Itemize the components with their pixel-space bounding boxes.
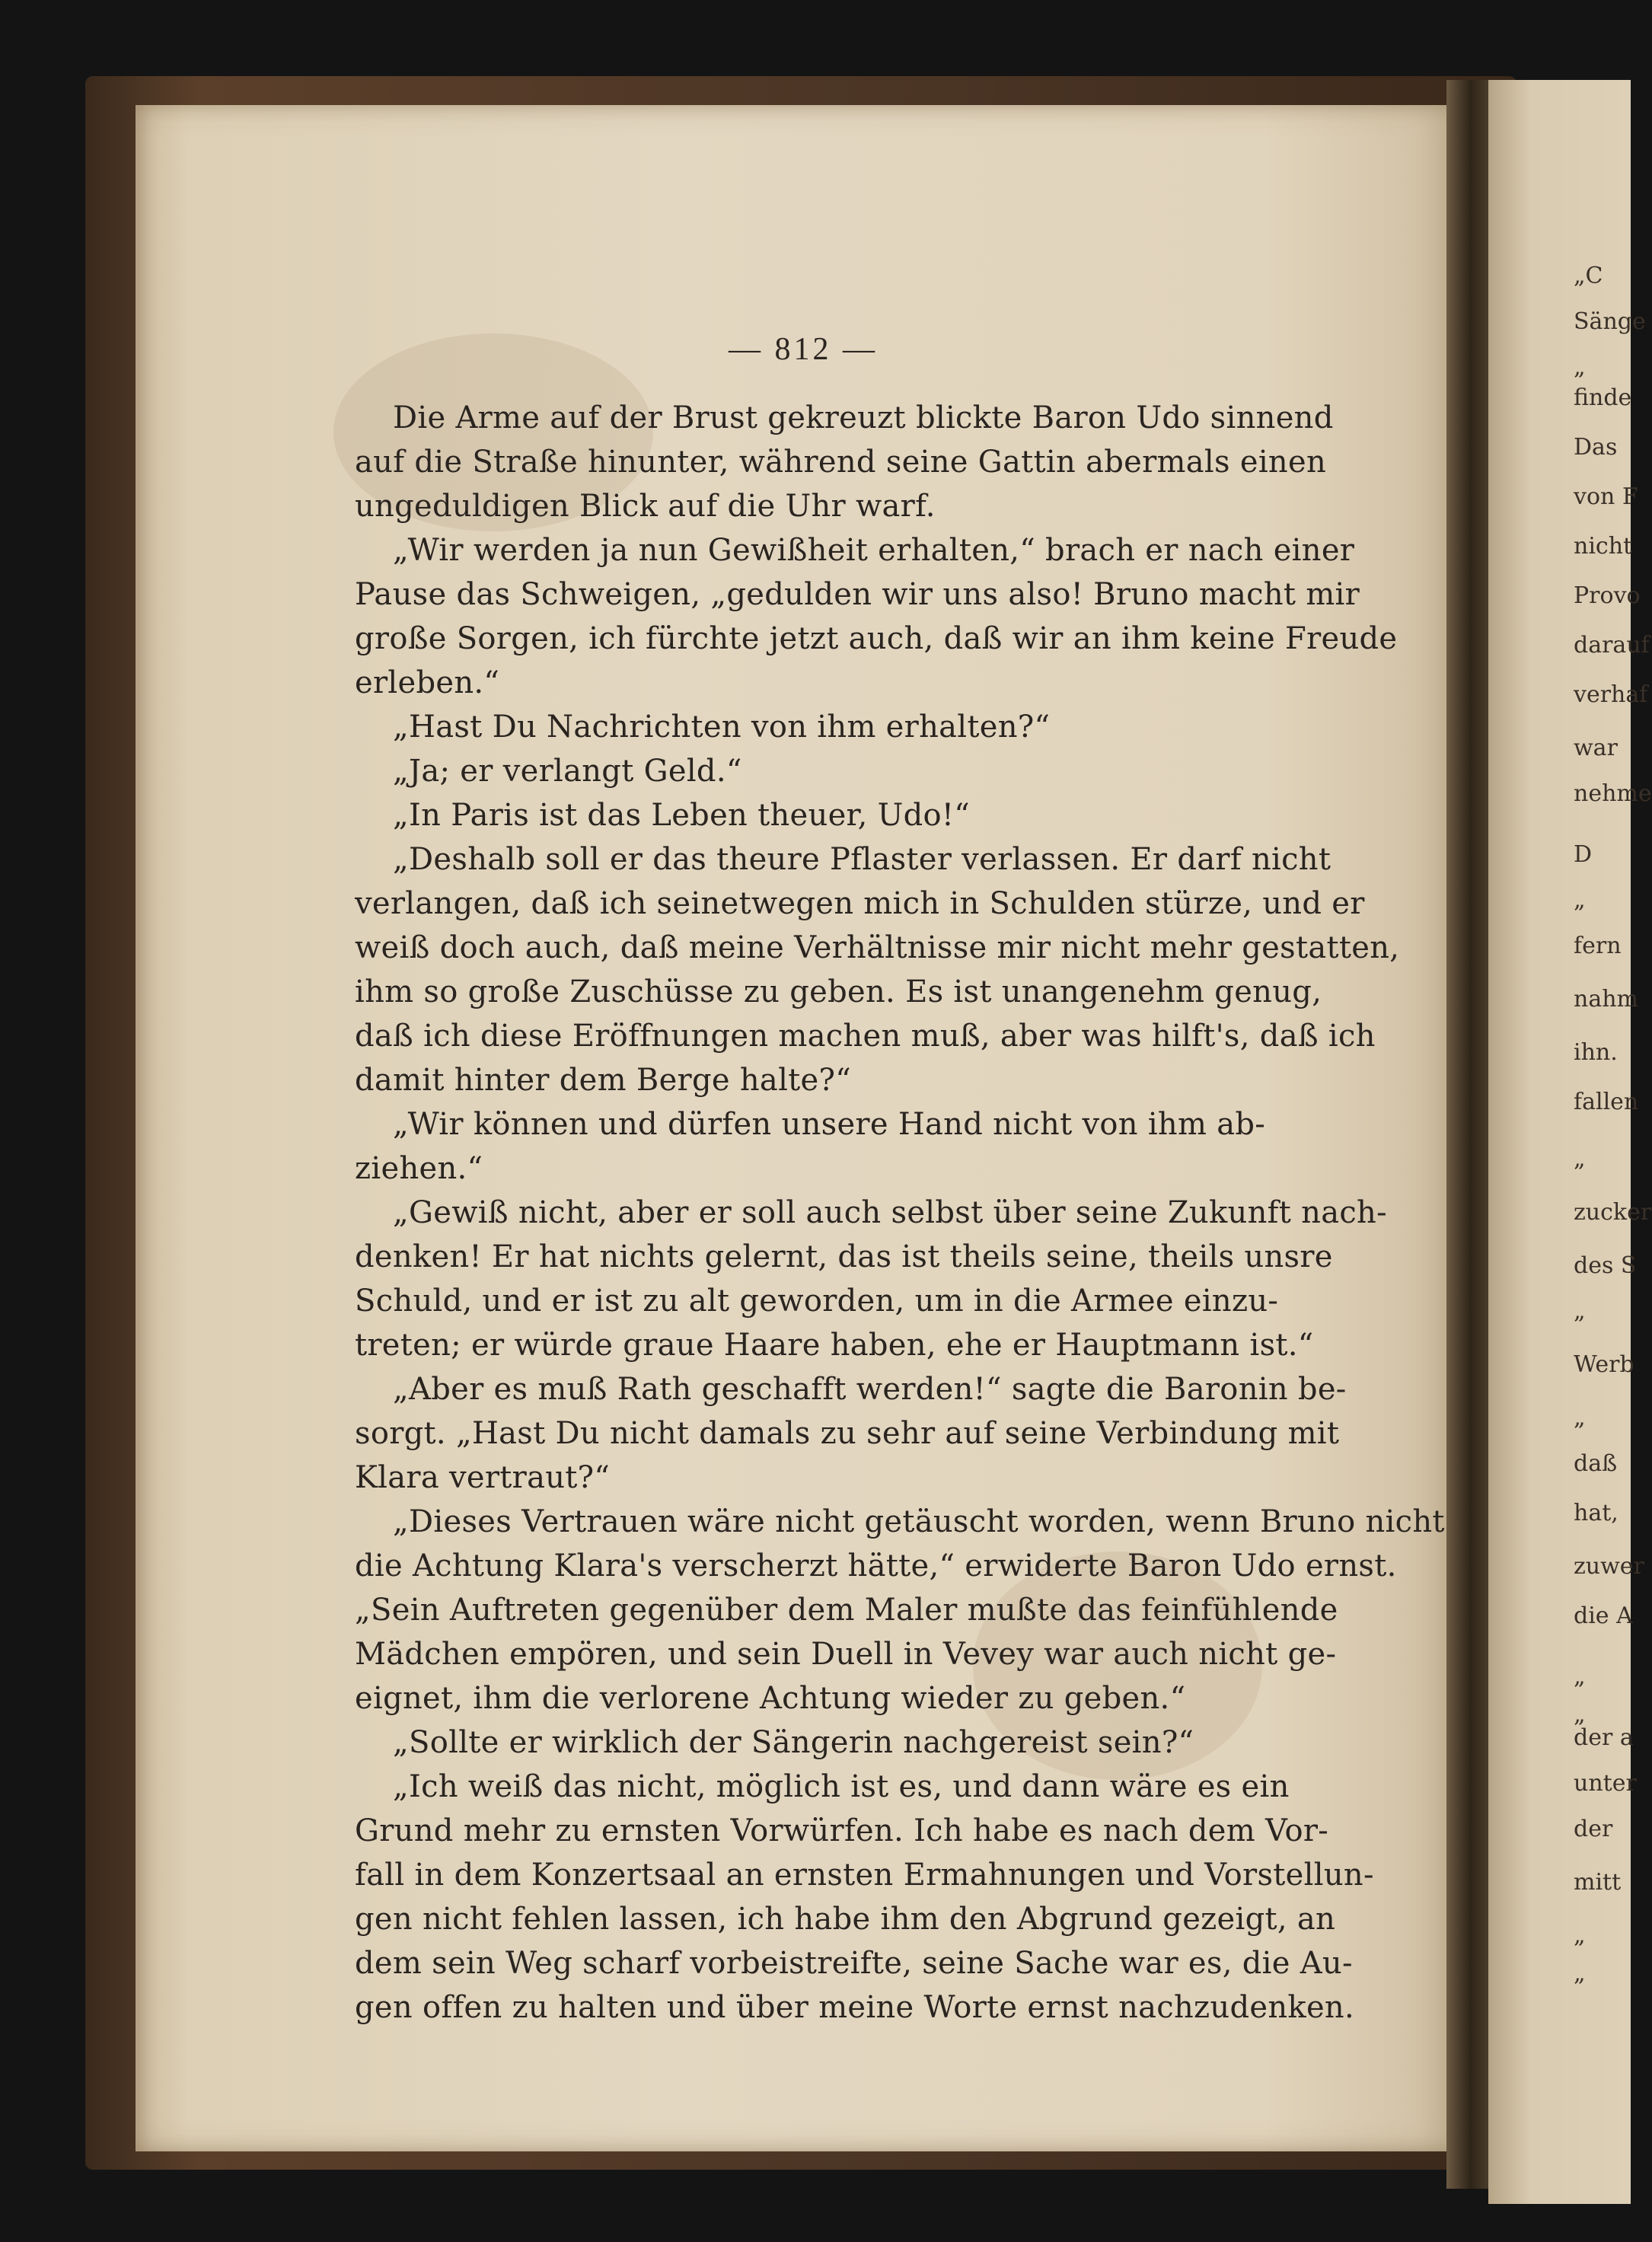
text-line: „Hast Du Nachrichten von ihm erhalten?“	[393, 710, 1051, 745]
text-line: treten; er würde graue Haare haben, ehe er Hauptmann ist.“	[355, 1328, 1314, 1363]
facing-page-fragment: zucker	[1574, 1199, 1652, 1226]
text-line: damit hinter dem Berge halte?“	[355, 1063, 852, 1098]
text-line: ziehen.“	[355, 1151, 483, 1186]
facing-page-fragment: Provo	[1574, 582, 1641, 609]
facing-page-fragment: mitt	[1574, 1869, 1622, 1896]
facing-page-fragment: die A	[1574, 1603, 1633, 1629]
text-line: gen nicht fehlen lassen, ich habe ihm den Abgrund gezeigt, an	[355, 1902, 1336, 1937]
facing-page-fragment: der	[1574, 1816, 1613, 1842]
facing-page-fragment: „	[1574, 1405, 1586, 1431]
facing-page-fragment: Werb	[1574, 1351, 1634, 1378]
text-line: ihm so große Zuschüsse zu geben. Es ist unangenehm genug,	[355, 974, 1322, 1009]
facing-page-fragment: D	[1574, 841, 1593, 868]
text-line: Grund mehr zu ernsten Vorwürfen. Ich habe es nach dem Vor-	[355, 1813, 1329, 1848]
facing-page-fragment: zuwer	[1574, 1553, 1644, 1580]
text-line: die Achtung Klara's verscherzt hätte,“ erwiderte Baron Udo ernst.	[355, 1548, 1397, 1583]
facing-page-fragment: nehme	[1574, 780, 1652, 807]
facing-page-fragment: ihn.	[1574, 1039, 1618, 1066]
facing-page-fragment: der a	[1574, 1724, 1634, 1751]
facing-page-fragment: „	[1574, 1298, 1586, 1325]
text-line: „Aber es muß Rath geschafft werden!“ sagte die Baronin be-	[393, 1372, 1347, 1407]
facing-page	[1488, 80, 1652, 2204]
text-line: „In Paris ist das Leben theuer, Udo!“	[393, 798, 971, 833]
facing-page-fragment: Das	[1574, 434, 1618, 461]
facing-page-fragment: unter	[1574, 1770, 1637, 1797]
facing-page-fragment: „	[1574, 1960, 1586, 1987]
text-line: „Ja; er verlangt Geld.“	[393, 754, 742, 789]
text-line: eignet, ihm die verlorene Achtung wieder zu geben.“	[355, 1681, 1186, 1716]
text-line: „Sein Auftreten gegenüber dem Maler mußte das feinfühlende	[355, 1593, 1338, 1628]
facing-page-fragment: hat,	[1574, 1500, 1619, 1526]
text-line: daß ich diese Eröffnungen machen muß, aber was hilft's, daß ich	[355, 1019, 1376, 1054]
text-line: „Dieses Vertrauen wäre nicht getäuscht worden, wenn Bruno nicht	[393, 1504, 1445, 1539]
text-line: große Sorgen, ich fürchte jetzt auch, daß wir an ihm keine Freude	[355, 621, 1398, 656]
text-line: „Sollte er wirklich der Sängerin nachgereist sein?“	[393, 1725, 1194, 1760]
text-line: auf die Straße hinunter, während seine Gattin abermals einen	[355, 445, 1327, 480]
text-line: Pause das Schweigen, „gedulden wir uns also! Bruno macht mir	[355, 577, 1360, 612]
page-text	[355, 396, 1445, 2030]
text-line: denken! Er hat nichts gelernt, das ist theils seine, theils unsre	[355, 1239, 1333, 1274]
text-line: erleben.“	[355, 665, 500, 700]
text-line: Die Arme auf der Brust gekreuzt blickte Baron Udo sinnend	[393, 400, 1334, 435]
facing-page-fragment: verhaf	[1574, 681, 1648, 708]
text-line: „Wir können und dürfen unsere Hand nicht von ihm ab-	[393, 1107, 1266, 1142]
text-line: sorgt. „Hast Du nicht damals zu sehr auf seine Verbindung mit	[355, 1416, 1340, 1451]
facing-page-fragment: „	[1574, 1922, 1586, 1949]
text-line: „Ich weiß das nicht, möglich ist es, und dann wäre es ein	[393, 1769, 1290, 1804]
facing-page-fragment: daß	[1574, 1450, 1618, 1477]
text-line: „Wir werden ja nun Gewißheit erhalten,“ brach er nach einer	[393, 533, 1355, 568]
facing-page-fragment: fern	[1574, 933, 1622, 959]
facing-page-fragment: „	[1574, 354, 1586, 381]
page-number: — 812 —	[729, 332, 878, 367]
text-line: verlangen, daß ich seinetwegen mich in Schulden stürze, und er	[355, 886, 1365, 921]
text-line: dem sein Weg scharf vorbeistreifte, seine Sache war es, die Au-	[355, 1946, 1353, 1981]
text-line: Schuld, und er ist zu alt geworden, um in die Armee einzu-	[355, 1284, 1279, 1319]
facing-page-fragment: „	[1574, 1663, 1586, 1690]
facing-page-fragment: „	[1574, 1146, 1586, 1172]
facing-page-fragment: nicht	[1574, 533, 1633, 560]
text-line: Mädchen empören, und sein Duell in Vevey war auch nicht ge-	[355, 1637, 1337, 1672]
facing-page-fragment: „	[1574, 1701, 1586, 1728]
facing-page-fragment: Sänge	[1574, 308, 1646, 335]
text-line: weiß doch auch, daß meine Verhältnisse mir nicht mehr gestatten,	[355, 930, 1400, 965]
facing-page-fragment: von F	[1574, 483, 1638, 510]
facing-page-fragment: „C	[1574, 263, 1603, 289]
text-line: Klara vertraut?“	[355, 1460, 611, 1495]
facing-page-fragment: darauf	[1574, 632, 1650, 659]
text-line: ungeduldigen Blick auf die Uhr warf.	[355, 489, 936, 524]
text-line: „Gewiß nicht, aber er soll auch selbst über seine Zukunft nach-	[393, 1195, 1387, 1230]
facing-page-fragment: „	[1574, 887, 1586, 914]
facing-page-fragment: war	[1574, 735, 1618, 761]
text-line: „Deshalb soll er das theure Pflaster verlassen. Er darf nicht	[393, 842, 1331, 877]
facing-page-fragment: nahm	[1574, 986, 1638, 1013]
text-line: fall in dem Konzertsaal an ernsten Ermahnungen und Vorstellun-	[355, 1858, 1374, 1893]
facing-page-fragment: finde	[1574, 384, 1632, 411]
facing-page-fragment: des S	[1574, 1252, 1637, 1279]
text-line: gen offen zu halten und über meine Worte ernst nachzudenken.	[355, 1990, 1354, 2025]
facing-page-fragment: fallen	[1574, 1089, 1639, 1115]
